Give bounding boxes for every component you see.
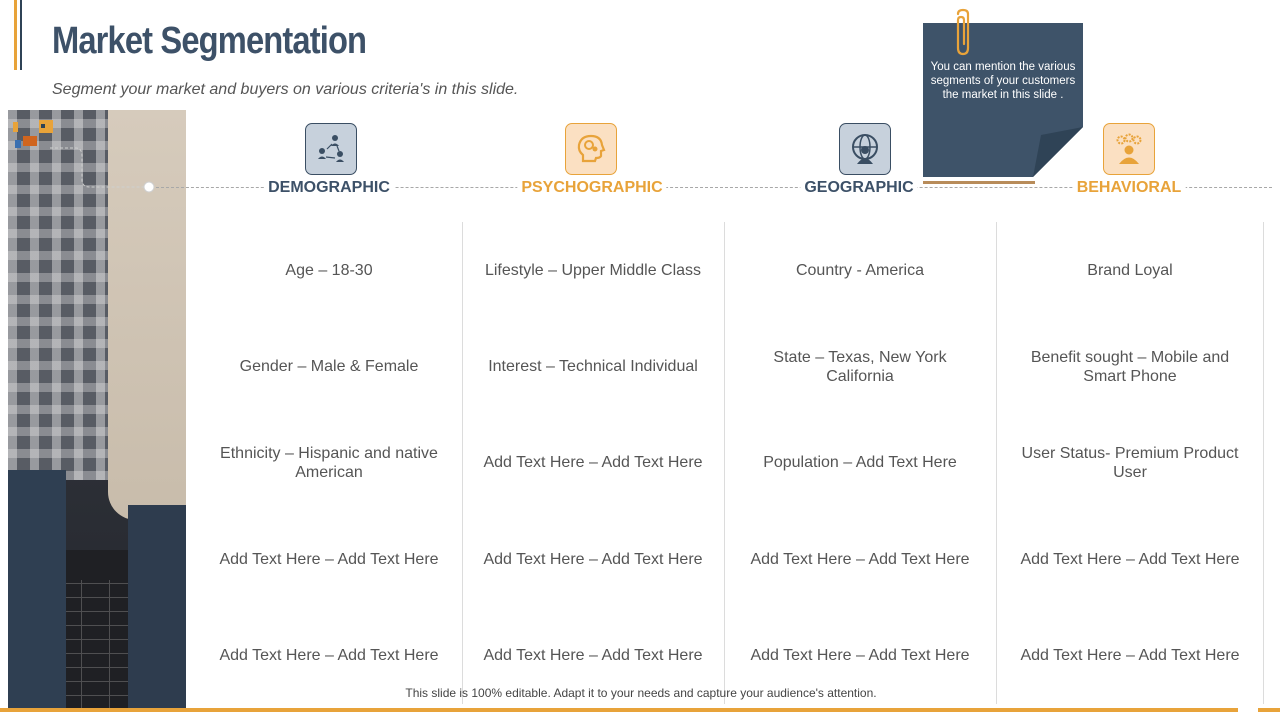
- behavioral-cell: Brand Loyal: [1087, 261, 1173, 279]
- page-subtitle: Segment your market and buyers on various criteria's in this slide.: [52, 81, 519, 98]
- geographic-cell: Add Text Here – Add Text Here: [750, 550, 970, 568]
- globe-person-icon: [847, 131, 883, 167]
- demographic-icon-box: [305, 123, 357, 175]
- demographic-cell: Add Text Here – Add Text Here: [219, 550, 439, 568]
- page-title: Market Segmentation: [52, 20, 367, 62]
- paper-clip-icon: [950, 8, 976, 56]
- psychographic-cell: Interest – Technical Individual: [488, 358, 698, 376]
- behavioral-column: [997, 222, 1263, 704]
- bottom-accent-bar: [0, 708, 1280, 712]
- psychographic-label: PSYCHOGRAPHIC: [517, 179, 666, 197]
- psychographic-column: [463, 222, 723, 704]
- title-accent-bar-secondary: [20, 0, 22, 70]
- people-network-icon: [313, 131, 349, 167]
- segmentation-grid: [196, 222, 1264, 704]
- psychographic-cell: Add Text Here – Add Text Here: [483, 647, 703, 665]
- footer-note: This slide is 100% editable. Adapt it to your needs and capture your audience's attention.: [405, 686, 877, 700]
- behavioral-cell: User Status- Premium Product User: [1021, 444, 1239, 481]
- demographic-cell: Gender – Male & Female: [239, 358, 419, 376]
- column-divider: [1263, 222, 1264, 704]
- behavioral-label: BEHAVIORAL: [1073, 179, 1186, 197]
- geographic-cell: Country - America: [795, 261, 925, 279]
- psychographic-cell: Lifestyle – Upper Middle Class: [484, 261, 702, 279]
- behavioral-cell: Add Text Here – Add Text Here: [1020, 550, 1240, 568]
- geographic-cell: Population – Add Text Here: [763, 454, 957, 472]
- head-gears-icon: [573, 131, 609, 167]
- note-underline: [923, 181, 1035, 184]
- photo-jeans-right: [128, 505, 186, 710]
- photo-plaid-shirt: [8, 110, 108, 480]
- psychographic-cell: Add Text Here – Add Text Here: [483, 454, 703, 472]
- geographic-icon-box: [839, 123, 891, 175]
- psychographic-cell: Add Text Here – Add Text Here: [483, 550, 703, 568]
- geographic-cell: Add Text Here – Add Text Here: [750, 647, 970, 665]
- behavioral-cell: Benefit sought – Mobile and Smart Phone: [1030, 348, 1230, 385]
- demographic-column: [196, 222, 462, 704]
- demographic-cell: Ethnicity – Hispanic and native American: [220, 444, 438, 481]
- geographic-cell: State – Texas, New York California: [773, 348, 947, 385]
- demographic-cell: Add Text Here – Add Text Here: [219, 647, 439, 665]
- photo-sweater: [108, 110, 186, 520]
- geographic-column: [725, 222, 995, 704]
- demographic-cell: Age – 18-30: [285, 261, 373, 279]
- bottom-bar-gap: [1238, 708, 1258, 712]
- corner-logo-icon: [11, 118, 59, 154]
- photo-jeans-left: [8, 470, 66, 710]
- title-accent-bar: [14, 0, 17, 70]
- couple-photo: [8, 110, 186, 710]
- behavioral-cell: Add Text Here – Add Text Here: [1020, 647, 1240, 665]
- behavioral-icon-box: [1103, 123, 1155, 175]
- psychographic-icon-box: [565, 123, 617, 175]
- person-gears-icon: [1111, 131, 1147, 167]
- demographic-label: DEMOGRAPHIC: [264, 179, 394, 197]
- note-text: You can mention the various segments of your customers the market in this slide .: [930, 61, 1076, 101]
- geographic-label: GEOGRAPHIC: [800, 179, 917, 197]
